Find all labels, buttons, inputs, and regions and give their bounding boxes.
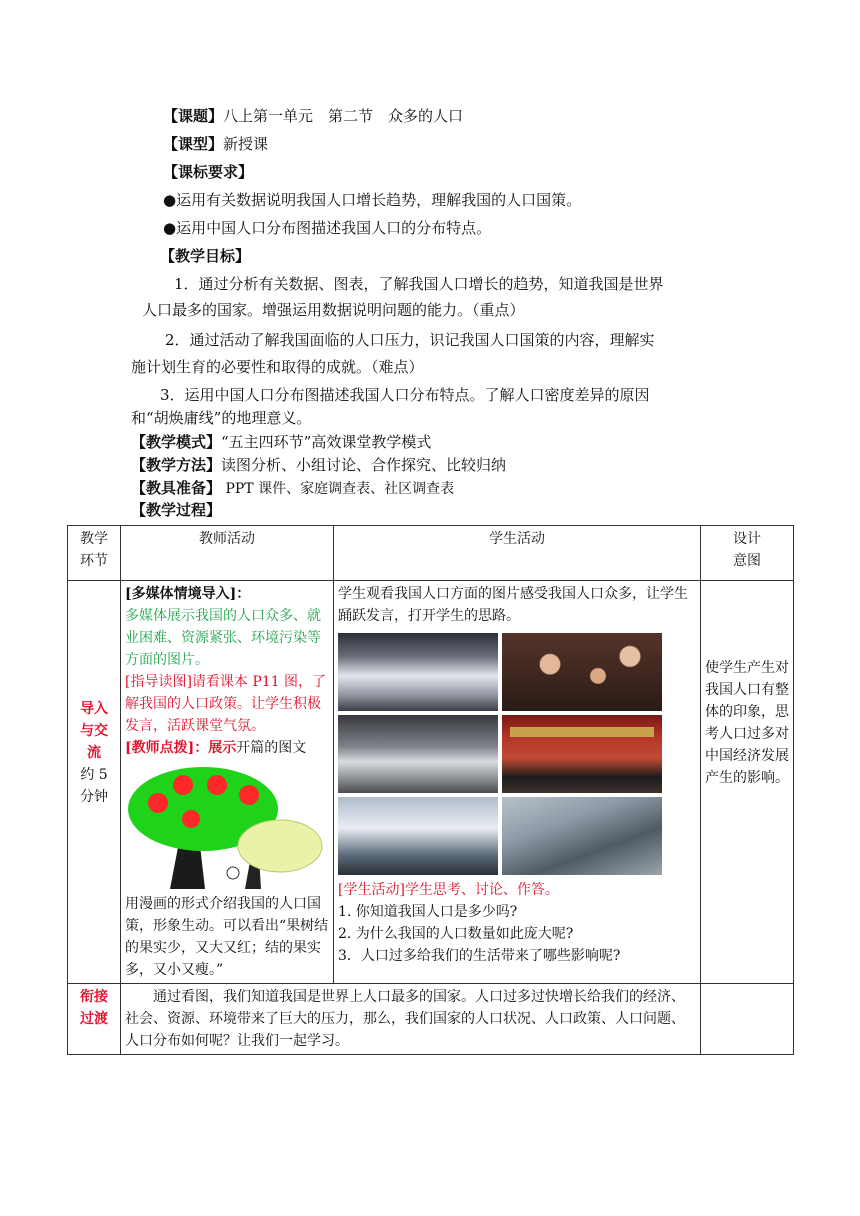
teacher-multimedia-text: 多媒体展示我国的人口众多、就业困难、资源紧张、环境污染等方面的图片。 — [125, 608, 321, 668]
transition-text-cell — [121, 984, 701, 1055]
header-intent-text: 设计意图 — [733, 531, 761, 569]
table-row-intro — [68, 581, 794, 984]
process-heading: 【教学过程】 — [131, 501, 222, 519]
stage-transition-cell — [68, 984, 121, 1055]
teacher-reading-guide: [指导读图]请看课本 P11 图，了解我国的人口政策。让学生积极发言，活跃课堂气氛。 — [125, 674, 327, 734]
teacher-multimedia-title: [多媒体情境导入]： — [125, 586, 251, 602]
tools-label: 【教具准备】 — [131, 479, 222, 497]
design-intent-text: 使学生产生对我国人口有整体的印象，思考人口过多对中国经济发展产生的影响。 — [705, 660, 789, 786]
tools-line — [131, 478, 454, 499]
crowd-faces-photo — [502, 633, 662, 711]
goal-line-5: 3．运用中国人口分布图描述我国人口分布特点。了解人口密度差异的原因 — [160, 386, 650, 404]
transition-intent-cell — [701, 984, 794, 1055]
stage-intro-cell — [68, 581, 121, 984]
teacher-point-rest: 开篇的图文 — [236, 740, 307, 756]
teacher-point-label: [教师点拨]：展示 — [125, 740, 237, 756]
process-table — [67, 525, 794, 1055]
standard-item-1: ●运用有关数据说明我国人口增长趋势，理解我国的人口国策。 — [163, 191, 582, 209]
header-student: 学生活动 — [334, 526, 701, 581]
child-figure — [227, 867, 239, 879]
type-line — [163, 134, 268, 154]
apple-5 — [182, 810, 200, 828]
goal-line-4: 施计划生育的必要性和取得的成就。（难点） — [131, 358, 424, 376]
method-label: 【教学方法】 — [131, 456, 222, 474]
mode-line — [131, 432, 431, 452]
apple-1 — [148, 793, 168, 813]
type-label: 【课型】 — [163, 135, 224, 153]
transition-text: 通过看图，我们知道我国是世界上人口最多的国家。人口过多过快增长给我们的经济、社会、资源、环境带来了巨大的压力，那么，我们国家的人口状况、人口政策、人口问题、人口分布如何呢？让我们一起学习。 — [125, 989, 685, 1049]
smoke-stacks-photo — [338, 797, 498, 875]
standards-heading: 【课标要求】 — [163, 163, 254, 181]
stage-intro-title: 导入与交流 — [80, 701, 108, 761]
header-intent — [701, 526, 794, 581]
teacher-comic-explanation: 用漫画的形式介绍我国的人口国策，形象生动。可以看出“果树结的果实少，又大又红；结的果实多，又小又瘦。” — [125, 896, 329, 978]
tools-value: PPT 课件、家庭调查表、社区调查表 — [221, 481, 455, 497]
topic-line — [163, 106, 463, 126]
traffic-interchange-photo — [502, 797, 662, 875]
mode-value: “五主四环节”高效课堂教学模式 — [221, 433, 432, 451]
student-activity-cell — [334, 581, 701, 984]
stage-transition-title: 衔接过渡 — [80, 989, 108, 1027]
crowd-square-photo — [338, 715, 498, 793]
mode-label: 【教学模式】 — [131, 433, 222, 451]
method-value: 读图分析、小组讨论、合作探究、比较归纳 — [221, 456, 507, 474]
standard-item-2: ●运用中国人口分布图描述我国人口的分布特点。 — [163, 219, 492, 237]
goal-line-6: 和“胡焕庸线”的地理意义。 — [131, 409, 312, 427]
small-tree-canopy — [238, 820, 322, 872]
goal-line-3: 2．通过活动了解我国面临的人口压力，识记我国人口国策的内容，理解实 — [165, 331, 655, 349]
apple-4 — [239, 785, 259, 805]
teacher-point-line — [125, 737, 329, 759]
student-question-1: 1. 你知道我国人口是多少吗? — [338, 904, 518, 920]
table-header-row — [68, 526, 794, 581]
header-teacher: 教师活动 — [121, 526, 334, 581]
goal-line-1: 1．通过分析有关数据、图表，了解我国人口增长的趋势，知道我国是世界 — [174, 275, 664, 293]
goal-line-2: 人口最多的国家。增强运用数据说明问题的能力。（重点） — [142, 301, 525, 319]
teacher-activity-cell — [121, 581, 334, 984]
goals-heading: 【教学目标】 — [160, 247, 251, 265]
apple-3 — [207, 775, 227, 795]
meeting-banner — [510, 727, 654, 737]
type-value: 新授课 — [223, 135, 269, 153]
stage-intro-time: 约 5 分钟 — [80, 767, 108, 805]
student-activity-label: [学生活动]学生思考、讨论、作答。 — [338, 882, 559, 898]
apple-2 — [173, 775, 193, 795]
photo-collage — [338, 633, 696, 875]
student-question-2: 2. 为什么我国的人口数量如此庞大呢? — [338, 926, 574, 942]
topic-label: 【课题】 — [163, 107, 224, 125]
method-line — [131, 455, 506, 475]
topic-value: 八上第一单元 第二节 众多的人口 — [223, 107, 464, 125]
student-question-3: 3．人口过多给我们的生活带来了哪些影响呢? — [338, 948, 621, 964]
fruit-tree-cartoon — [125, 761, 325, 891]
crowd-hall-photo — [338, 633, 498, 711]
student-intro-text: 学生观看我国人口方面的图片感受我国人口众多，让学生踊跃发言，打开学生的思路。 — [338, 586, 688, 624]
meeting-hall-photo — [502, 715, 662, 793]
header-stage — [68, 526, 121, 581]
table-row-transition — [68, 984, 794, 1055]
header-stage-text: 教学环节 — [80, 531, 108, 569]
design-intent-cell — [701, 581, 794, 984]
